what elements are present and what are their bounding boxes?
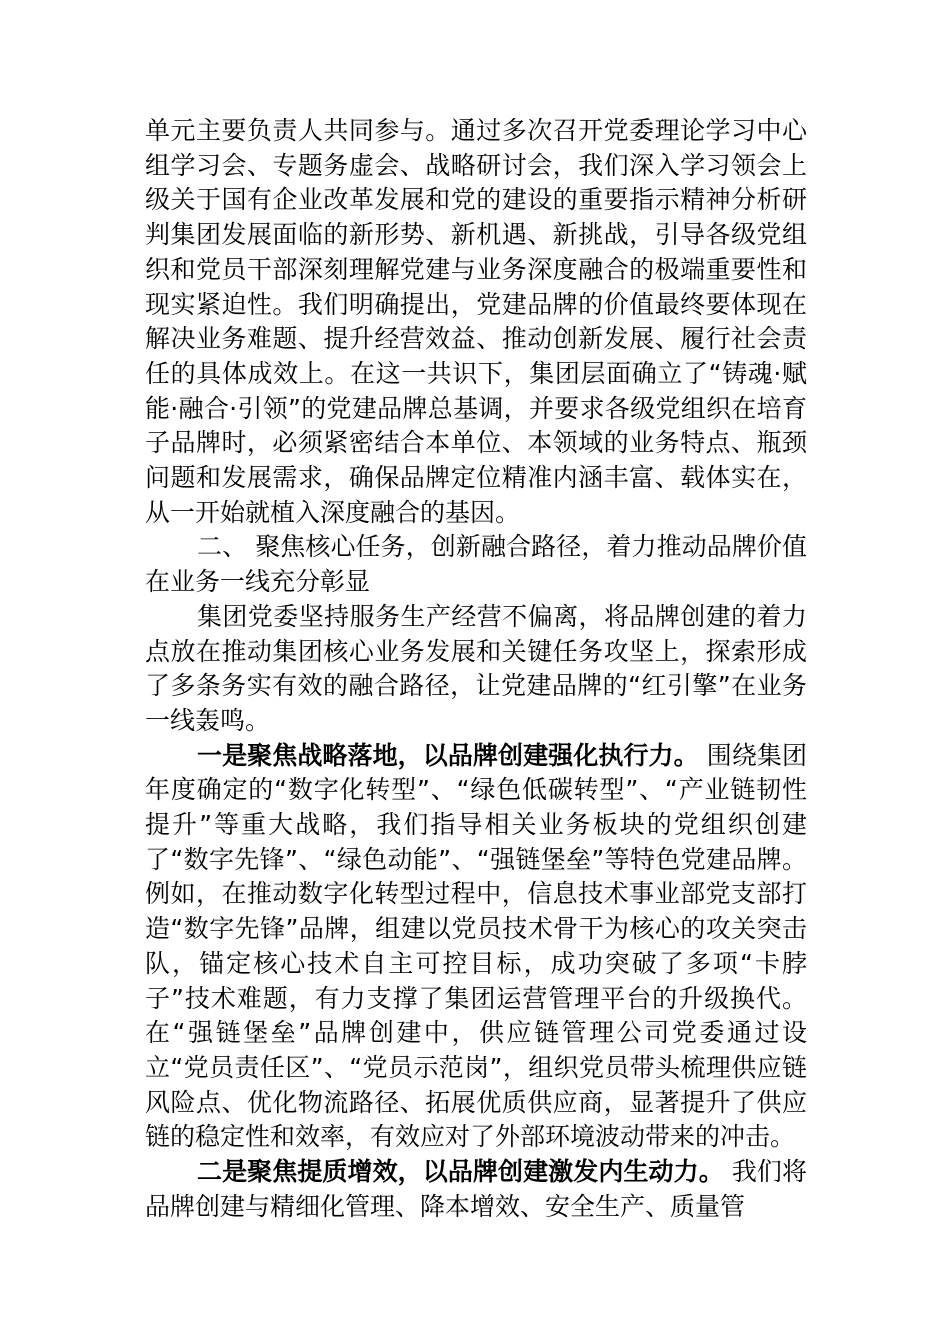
- paragraph-lead-sentence: 二是聚焦提质增效，以品牌创建激发内生动力。: [197, 1157, 724, 1187]
- paragraph-lead-sentence: 一是聚焦战略落地，以品牌创建强化执行力。: [197, 740, 699, 770]
- section-heading: 二、 聚焦核心任务，创新融合路径，着力推动品牌价值在业务一线充分彰显: [145, 532, 807, 597]
- body-paragraph: 集团党委坚持服务生产经营不偏离，将品牌创建的着力点放在推动集团核心业务发展和关键任务攻坚上，探索形成了多条务实有效的融合路径，让党建品牌的“红引擎”在业务一线轰鸣。: [145, 601, 807, 735]
- paragraph-body-text: 我们将品牌创建与精细化管理、降本增效、安全生产、质量管: [145, 1157, 807, 1221]
- document-body: [145, 114, 807, 1225]
- paragraph-body-text: 围绕集团年度确定的“数字化转型”、“绿色低碳转型”、“产业链韧性提升”等重大战略，我们指导相关业务板块的党组织创建了“数字先锋”、“绿色动能”、“强链堡垒”等特色党建品牌。例如，在推动数字化转型过程中，信息技术事业部党支部打造“数字先锋”品牌，组建以党员技术骨干为核心的攻关突击队，锚定核心技术自主可控目标，成功突破了多项“卡脖子”技术难题，有力支撑了集团运营管理平台的升级换代。在“强链堡垒”品牌创建中，供应链管理公司党委通过设立“党员责任区”、“党员示范岗”，组织党员带头梳理供应链风险点、优化物流路径、拓展优质供应商，显著提升了供应链的稳定性和效率，有效应对了外部环境波动带来的冲击。: [145, 740, 807, 1152]
- body-paragraph: [145, 739, 807, 1155]
- body-paragraph: 单元主要负责人共同参与。通过多次召开党委理论学习中心组学习会、专题务虚会、战略研讨会，我们深入学习领会上级关于国有企业改革发展和党的建设的重要指示精神分析研判集团发展面临的新形势、新机遇、新挑战，引导各级党组织和党员干部深刻理解党建与业务深度融合的极端重要性和现实紧迫性。我们明确提出，党建品牌的价值最终要体现在解决业务难题、提升经营效益、推动创新发展、履行社会责任的具体成效上。在这一共识下，集团层面确立了“铸魂·赋能·融合·引领”的党建品牌总基调，并要求各级党组织在培育子品牌时，必须紧密结合本单位、本领域的业务特点、瓶颈问题和发展需求，确保品牌定位精准内涵丰富、载体实在，从一开始就植入深度融合的基因。: [145, 116, 807, 527]
- body-paragraph: [145, 1155, 807, 1224]
